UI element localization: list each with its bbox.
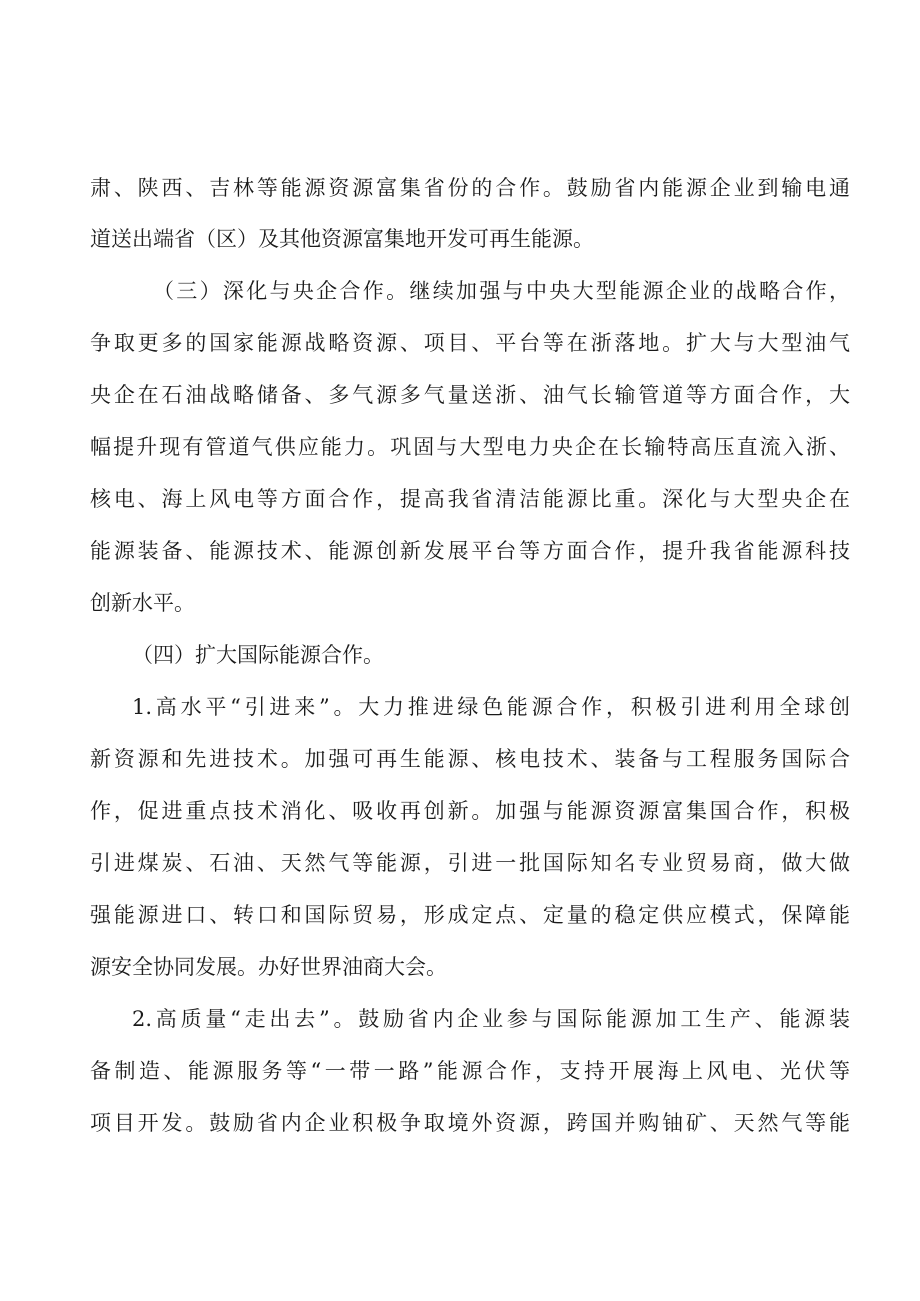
text-line-9: 创新水平。 [90,591,195,615]
text-line-10: （四）扩大国际能源合作。 [132,643,384,667]
text-line-12: 新资源和先进技术。加强可再生能源、核电技术、装备与工程服务国际合 [90,747,850,771]
text-line-14: 引进煤炭、石油、天然气等能源，引进一批国际知名专业贸易商，做大做 [90,851,850,875]
text-line-6: 幅提升现有管道气供应能力。巩固与大型电力央企在长输特高压直流入浙、 [90,435,850,459]
text-line-13: 作，促进重点技术消化、吸收再创新。加强与能源资源富集国合作，积极 [90,799,850,823]
text-line-19: 项目开发。鼓励省内企业积极争取境外资源，跨国并购铀矿、天然气等能 [90,1111,850,1135]
text-line-1: 肃、陕西、吉林等能源资源富集省份的合作。鼓励省内能源企业到输电通 [90,176,850,200]
text-line-5: 央企在石油战略储备、多气源多气量送浙、油气长输管道等方面合作，大 [90,383,850,407]
text-line-17: 2.高质量“走出去”。鼓励省内企业参与国际能源加工生产、能源装 [132,1007,850,1031]
text-line-15: 强能源进口、转口和国际贸易，形成定点、定量的稳定供应模式，保障能 [90,903,850,927]
text-line-7: 核电、海上风电等方面合作，提高我省清洁能源比重。深化与大型央企在 [90,487,850,511]
text-line-4: 争取更多的国家能源战略资源、项目、平台等在浙落地。扩大与大型油气 [90,331,850,355]
text-line-2: 道送出端省（区）及其他资源富集地开发可再生能源。 [90,227,594,251]
text-line-8: 能源装备、能源技术、能源创新发展平台等方面合作，提升我省能源科技 [90,539,850,563]
text-line-11: 1.高水平“引进来”。大力推进绿色能源合作，积极引进利用全球创 [132,695,850,719]
text-line-16: 源安全协同发展。办好世界油商大会。 [90,955,447,979]
text-line-18: 备制造、能源服务等“一带一路”能源合作，支持开展海上风电、光伏等 [90,1059,850,1083]
text-line-3: （三）深化与央企合作。继续加强与中央大型能源企业的战略合作， [153,279,850,303]
